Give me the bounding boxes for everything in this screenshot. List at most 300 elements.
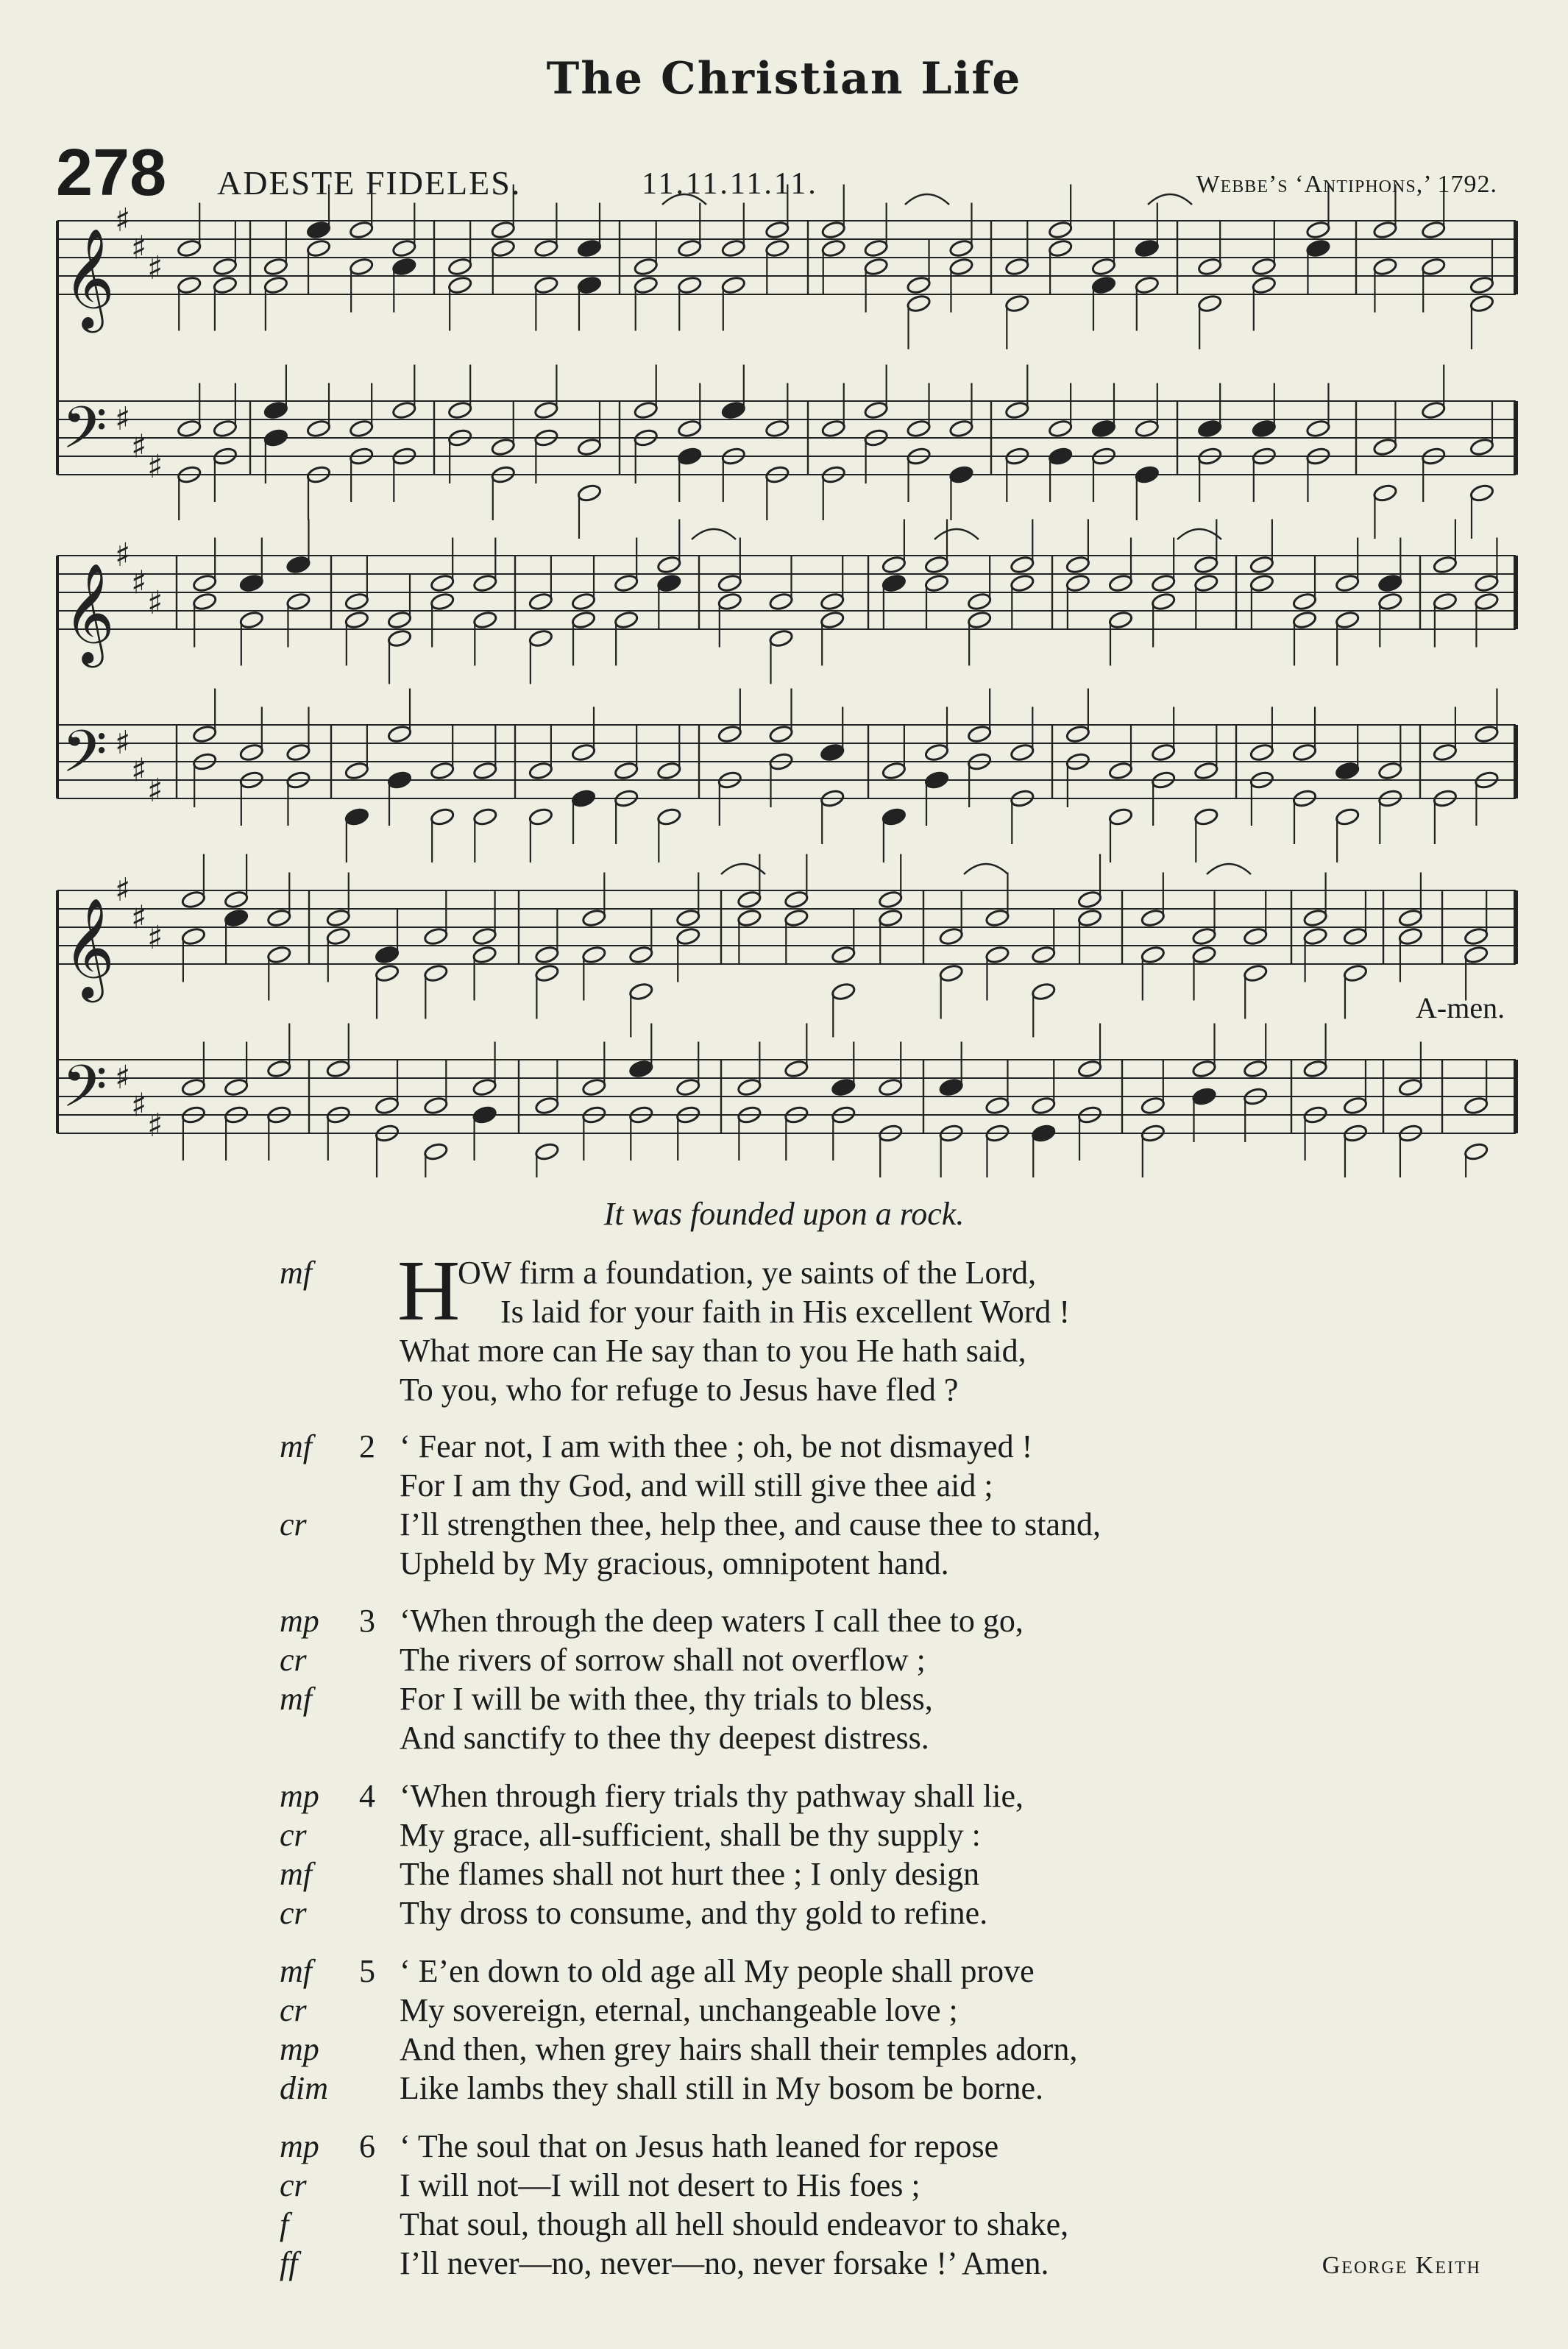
note-head [768,628,793,648]
note-head [239,573,264,592]
note-head [263,428,288,447]
note-head [1031,945,1056,964]
key-sharp: ♯ [131,751,147,790]
note-head [391,238,416,258]
note-head [1249,743,1274,762]
verse-line [0,1952,1568,1991]
verse-number: 4 [359,1778,375,1814]
note-head [717,592,742,611]
verse-line [0,1777,1568,1815]
note-head [831,945,856,964]
note-head [285,592,311,611]
note-head [864,400,889,419]
verse-text: Upheld by My gracious, omnipotent hand. [400,1545,949,1581]
dynamic-marking: f [280,2206,289,2242]
verse-text: Thy dross to consume, and thy gold to refine. [400,1895,988,1931]
note-head [1398,927,1423,946]
note-head [266,1059,291,1078]
note-head [656,761,681,780]
note-head [534,945,559,964]
note-head [907,294,932,313]
treble-clef: 𝄞 [63,896,115,998]
note-head [430,573,455,592]
key-sharp: ♯ [131,229,147,267]
verse-line [0,1467,1568,1505]
note-head [430,807,455,826]
note-head [820,592,845,611]
note-head [948,238,973,258]
dynamic-marking: cr [280,1992,307,2028]
dynamic-marking: mp [280,1603,319,1639]
verse-text: What more can He say than to you He hath said, [400,1333,1026,1369]
note-head [387,610,412,629]
note-head [534,1096,559,1115]
note-head [375,963,400,982]
note-head [1140,1096,1166,1115]
note-head [628,1059,653,1078]
slur [1177,529,1221,539]
note-head [1303,927,1328,946]
note-head [1197,419,1222,438]
note-head [1135,419,1160,438]
note-head [239,610,264,629]
note-head [939,927,964,946]
note-head [1372,220,1397,239]
note-head [831,982,856,1001]
note-head [577,483,602,503]
note-head [224,908,249,927]
note-head [948,419,973,438]
note-head [571,789,596,808]
note-head [213,257,238,276]
note-head [533,275,558,294]
verse-text: Like lambs they shall still in My bosom be borne. [400,2070,1044,2106]
note-head [349,220,374,239]
verse-line [0,1894,1568,1932]
note-head [472,927,497,946]
note-head [985,908,1010,927]
note-head [306,238,331,258]
note-head [821,238,846,258]
note-head [784,890,809,909]
note-head [491,437,516,456]
note-head [571,610,596,629]
note-head [224,1077,249,1096]
note-head [1191,1059,1216,1078]
key-sharp: ♯ [115,202,131,239]
note-head [491,238,516,258]
note-head [430,592,455,611]
note-head [177,238,202,258]
note-head [677,238,702,258]
key-sharp: ♯ [115,400,131,438]
note-head [737,890,762,909]
note-head [820,743,845,762]
note-head [1135,238,1160,258]
note-head [1249,573,1274,592]
note-head [939,1077,964,1096]
dynamic-marking: mp [280,1778,319,1814]
note-head [534,1142,559,1161]
note-head [1065,724,1090,743]
note-head [1243,963,1268,982]
note-head [1292,743,1317,762]
note-head [1010,573,1035,592]
note-head [375,945,400,964]
note-head [1305,220,1330,239]
note-head [1474,573,1499,592]
note-head [1474,592,1499,611]
note-head [423,927,448,946]
note-head [878,1077,903,1096]
note-head [831,1077,856,1096]
note-head [864,238,889,258]
note-head [948,257,973,276]
key-sharp: ♯ [115,1059,131,1096]
slur [721,864,765,874]
note-head [821,220,846,239]
note-head [1305,419,1330,438]
note-head [985,1096,1010,1115]
note-head [675,1077,700,1096]
note-head [1191,927,1216,946]
verse-text: For I am thy God, and will still give thee aid ; [400,1467,993,1503]
note-head [263,400,288,419]
note-head [285,743,311,762]
note-head [263,275,288,294]
key-sharp: ♯ [115,871,131,909]
note-head [1048,238,1073,258]
verse-text: ‘ E’en down to old age all My people shall prove [400,1953,1035,1989]
dynamic-marking: mf [280,1255,312,1291]
note-head [1335,610,1360,629]
note-head [472,1077,497,1096]
note-head [224,890,249,909]
key-sharp: ♯ [131,899,147,937]
note-head [1243,927,1268,946]
key-sharp: ♯ [147,584,163,622]
note-head [177,419,202,438]
note-head [1303,1059,1328,1078]
note-head [306,419,331,438]
note-head [285,555,311,574]
note-head [472,610,497,629]
note-head [1151,592,1176,611]
note-head [344,761,369,780]
dynamic-marking: cr [280,1817,307,1853]
key-sharp: ♯ [115,536,131,574]
note-head [881,573,907,592]
note-head [1292,610,1317,629]
note-head [1372,483,1397,503]
note-head [447,257,472,276]
note-head [192,573,217,592]
note-head [1343,927,1368,946]
hymn-number: 278 [56,136,167,210]
note-head [1004,400,1029,419]
verse-text: ‘When through the deep waters I call thee to go, [400,1603,1024,1639]
note-head [181,890,206,909]
note-head [1252,419,1277,438]
note-head [1031,1124,1056,1143]
note-head [472,761,497,780]
note-head [1193,573,1218,592]
dynamic-marking: mf [280,1428,312,1464]
note-head [581,1077,606,1096]
verse-line [0,2030,1568,2069]
note-head [1193,807,1218,826]
note-head [571,592,596,611]
amen-label: A-men. [1416,991,1505,1024]
dynamic-marking: cr [280,1642,307,1678]
note-head [1151,743,1176,762]
note-head [634,275,659,294]
hymn-subtitle: It was founded upon a rock. [603,1196,965,1232]
note-head [528,807,553,826]
key-sharp: ♯ [147,448,163,486]
note-head [907,419,932,438]
note-head [1108,807,1133,826]
note-head [721,400,746,419]
note-head [907,275,932,294]
note-head [881,807,907,826]
note-head [534,963,559,982]
note-head [1010,555,1035,574]
note-head [737,908,762,927]
verse-line [0,1816,1568,1854]
note-head [571,743,596,762]
note-head [533,400,558,419]
note-head [326,908,351,927]
key-sharp: ♯ [115,724,131,762]
key-sharp: ♯ [131,564,147,602]
verse-text: My sovereign, eternal, unchangeable love ; [400,1992,958,2028]
verse-line [0,1293,1568,1331]
note-head [581,908,606,927]
note-head [881,555,907,574]
key-sharp: ♯ [147,249,163,287]
key-sharp: ♯ [147,919,163,957]
note-head [1193,761,1218,780]
tune-source: Webbe’s ‘Antiphons,’ 1792. [1196,171,1497,198]
note-head [577,275,602,294]
verse-text: OW firm a foundation, ye saints of the Lord, [458,1255,1037,1291]
dynamic-marking: mp [280,2128,319,2164]
note-head [765,220,790,239]
note-head [821,419,846,438]
verse-line [0,1545,1568,1583]
note-head [1197,257,1222,276]
note-head [1377,573,1402,592]
note-head [628,982,653,1001]
note-head [878,890,903,909]
verse-text: And then, when grey hairs shall their temples adorn, [400,2031,1078,2067]
note-head [491,220,516,239]
note-head [1398,1077,1423,1096]
note-head [1135,275,1160,294]
note-head [387,628,412,648]
note-head [721,275,746,294]
verse-line [0,1991,1568,2030]
note-head [472,573,497,592]
key-sharp: ♯ [147,1107,163,1144]
note-head [533,238,558,258]
note-head [349,419,374,438]
note-head [391,400,416,419]
treble-clef: 𝄞 [63,227,115,328]
note-head [677,275,702,294]
note-head [1031,1096,1056,1115]
verse-line [0,1506,1568,1544]
note-head [1377,592,1402,611]
note-head [614,761,639,780]
note-head [1004,257,1029,276]
verse-number: 2 [359,1428,375,1464]
note-head [326,1059,351,1078]
note-head [784,908,809,927]
note-head [881,761,907,780]
drop-cap: H [397,1242,461,1339]
verse-text: ‘ The soul that on Jesus hath leaned for repose [400,2128,999,2164]
bass-clef: 𝄢 [62,718,107,800]
note-head [677,419,702,438]
verse-line [0,2166,1568,2205]
note-head [344,592,369,611]
note-head [349,257,374,276]
key-sharp: ♯ [147,772,163,809]
note-head [581,945,606,964]
note-head [939,963,964,982]
note-head [1252,275,1277,294]
note-head [447,275,472,294]
note-head [1464,1142,1489,1161]
note-head [878,908,903,927]
verse-line [0,2205,1568,2244]
treble-clef: 𝄞 [63,561,115,663]
note-head [192,592,217,611]
note-head [344,610,369,629]
note-head [1372,257,1397,276]
note-head [1372,437,1397,456]
meter: 11.11.11.11. [642,167,818,201]
note-head [387,724,412,743]
note-head [1077,908,1102,927]
note-head [721,238,746,258]
note-head [213,275,238,294]
verse-text: That soul, though all hell should endeavor to shake, [400,2206,1069,2242]
note-head [1305,238,1330,258]
note-head [1193,555,1218,574]
note-head [717,573,742,592]
note-head [1464,927,1489,946]
note-head [472,807,497,826]
note-head [391,257,416,276]
key-sharp: ♯ [131,428,147,466]
verse-text: Is laid for your faith in His excellent Word ! [500,1294,1070,1330]
note-head [266,908,291,927]
note-head [1421,220,1446,239]
note-head [768,592,793,611]
verse-text: And sanctify to thee thy deepest distress. [400,1720,929,1756]
note-head [1249,555,1274,574]
verse-text: ‘ Fear not, I am with thee ; oh, be not dismayed ! [400,1428,1033,1464]
verse-number: 6 [359,2128,375,2164]
note-head [1433,555,1458,574]
note-head [924,573,949,592]
note-head [1091,275,1116,294]
verse-line [0,1641,1568,1679]
note-head [306,220,331,239]
verse-text: To you, who for refuge to Jesus have fled ? [400,1372,959,1408]
note-head [1421,257,1446,276]
note-head [924,743,949,762]
note-head [656,573,681,592]
note-head [1469,437,1494,456]
note-head [472,1105,497,1124]
note-head [948,465,973,484]
author: George Keith [1322,2252,1481,2279]
note-head [1031,982,1056,1001]
note-head [1252,257,1277,276]
verse-line [0,1371,1568,1409]
slur [964,864,1008,874]
note-head [614,610,639,629]
note-head [634,257,659,276]
note-head [181,927,206,946]
running-head: The Christian Life [546,53,1022,104]
verse-line [0,1719,1568,1757]
slur [1207,864,1251,874]
note-head [924,770,949,790]
note-head [1464,1096,1489,1115]
note-head [628,945,653,964]
verse-number: 3 [359,1603,375,1639]
dynamic-marking: cr [280,1895,307,1931]
slur [692,529,736,539]
bass-clef: 𝄢 [62,394,107,476]
dynamic-marking: mf [280,1953,312,1989]
note-head [1140,908,1166,927]
note-head [717,724,742,743]
note-head [1464,945,1489,964]
verse-text: I’ll never—no, never—no, never forsake !’ Amen. [400,2245,1049,2281]
note-head [675,927,700,946]
verse-text: The rivers of sorrow shall not overflow ; [400,1642,926,1678]
note-head [820,610,845,629]
note-head [577,437,602,456]
verse-text: For I will be with thee, thy trials to bless, [400,1681,933,1717]
note-head [1065,555,1090,574]
dynamic-marking: mf [280,1681,312,1717]
verse-text: ‘When through fiery trials thy pathway shall lie, [400,1778,1024,1814]
note-head [577,238,602,258]
note-head [1077,1059,1102,1078]
note-head [423,1142,448,1161]
note-head [1140,945,1166,964]
note-head [1048,419,1073,438]
note-head [1004,294,1029,313]
dynamic-marking: ff [280,2245,298,2281]
note-head [375,1096,400,1115]
note-head [430,761,455,780]
note-head [1091,419,1116,438]
note-head [1343,963,1368,982]
verse-text: I’ll strengthen thee, help thee, and cause thee to stand, [400,1506,1101,1542]
note-head [528,761,553,780]
note-head [1191,945,1216,964]
note-head [1108,610,1133,629]
note-head [1048,447,1073,466]
